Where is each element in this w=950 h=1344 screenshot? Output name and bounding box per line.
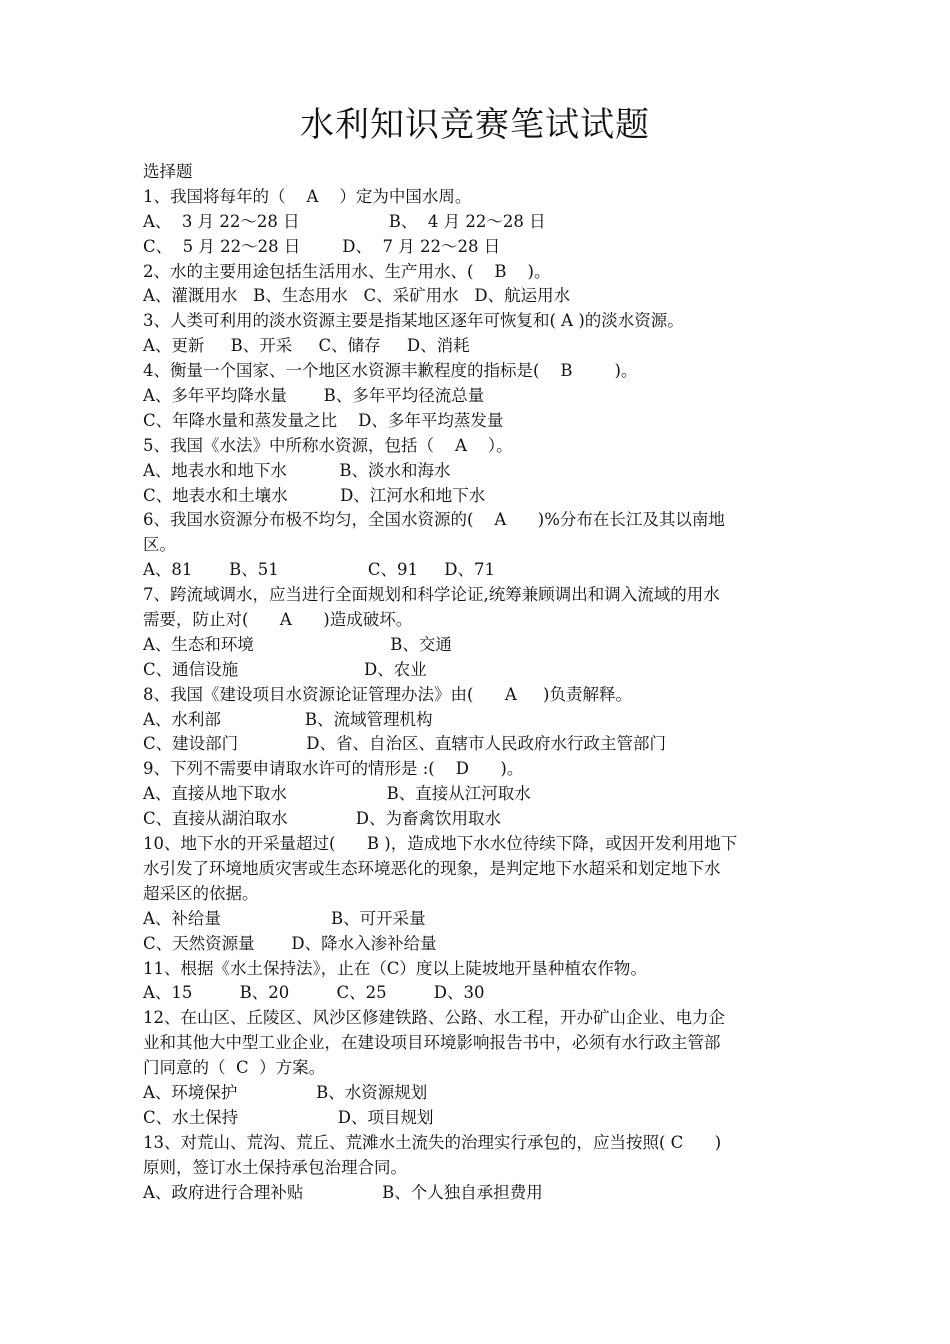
text-line: C、 5 月 22～28 日 D、 7 月 22～28 日 [143, 236, 501, 256]
text-line: C、水土保持 D、项目规划 [143, 1107, 434, 1127]
text-line: 3、人类可利用的淡水资源主要是指某地区逐年可恢复和( A )的淡水资源。 [143, 311, 684, 331]
text-line: C、天然资源量 D、降水入渗补给量 [143, 933, 437, 953]
text-line: 11、根据《水土保持法》，止在（C）度以上陡坡地开垦种植农作物。 [143, 958, 647, 978]
text-line: 4、衡量一个国家、一个地区水资源丰歉程度的指标是( B )。 [143, 361, 638, 381]
text-line: A、灌溉用水 B、生态用水 C、采矿用水 D、航运用水 [143, 286, 571, 306]
text-line: 13、对荒山、荒沟、荒丘、荒滩水土流失的治理实行承包的，应当按照( C ) [143, 1132, 722, 1152]
text-line: A、81 B、51 C、91 D、71 [143, 560, 495, 580]
text-line: A、 3 月 22～28 日 B、 4 月 22～28 日 [143, 211, 546, 231]
text-line: 9、下列不需要申请取水许可的情形是 :( D )。 [143, 759, 524, 779]
text-line: A、更新 B、开采 C、储存 D、消耗 [143, 336, 470, 356]
text-line: A、环境保护 B、水资源规划 [143, 1082, 428, 1102]
text-line: 超采区的依据。 [143, 883, 259, 903]
text-line: A、生态和环境 B、交通 [143, 634, 452, 654]
text-line: 10、地下水的开采量超过( B )，造成地下水水位待续下降，或因开发利用地下 [143, 834, 738, 854]
text-line: A、地表水和地下水 B、淡水和海水 [143, 460, 451, 480]
text-line: 5、我国《水法》中所称水资源，包括（ A ）。 [143, 435, 513, 455]
text-line: 12、在山区、丘陵区、风沙区修建铁路、公路、水工程，开办矿山企业、电力企 [143, 1008, 725, 1028]
text-line: C、通信设施 D、农业 [143, 659, 427, 679]
text-line: 原则，签订水土保持承包治理合同。 [143, 1157, 407, 1177]
text-line: 业和其他大中型工业企业，在建设项目环境影响报告书中，必须有水行政主管部 [143, 1033, 721, 1053]
text-line: 1、我国将每年的（ A ）定为中国水周。 [143, 186, 472, 206]
text-line: 门同意的（ C ）方案。 [143, 1058, 326, 1078]
text-line: 8、我国《建设项目水资源论证管理办法》由( A )负责解释。 [143, 684, 632, 704]
text-line: 区。 [143, 535, 176, 555]
text-line: A、直接从地下取水 B、直接从江河取水 [143, 784, 531, 804]
text-line: A、15 B、20 C、25 D、30 [143, 983, 485, 1003]
text-line: A、政府进行合理补贴 B、个人独自承担费用 [143, 1182, 543, 1202]
text-line: C、年降水量和蒸发量之比 D、多年平均蒸发量 [143, 410, 504, 430]
text-line: 2、水的主要用途包括生活用水、生产用水、( B )。 [143, 261, 551, 281]
text-line: A、水利部 B、流域管理机构 [143, 709, 433, 729]
text-line: C、地表水和土壤水 D、江河水和地下水 [143, 485, 486, 505]
document-title: 水利知识竞赛笔试试题 [300, 105, 650, 145]
text-line: A、补给量 B、可开采量 [143, 908, 426, 928]
text-line: C、建设部门 D、省、自治区、直辖市人民政府水行政主管部门 [143, 734, 667, 754]
text-line: 需要，防止对( A )造成破坏。 [143, 610, 413, 630]
text-line: 7、跨流域调水，应当进行全面规划和科学论证,统筹兼顾调出和调入流域的用水 [143, 585, 720, 605]
text-line: A、多年平均降水量 B、多年平均径流总量 [143, 386, 485, 406]
text-line: 选择题 [143, 162, 193, 181]
text-line: 水引发了环境地质灾害或生态环境恶化的现象，是判定地下水超采和划定地下水 [143, 858, 721, 878]
document-body [143, 160, 811, 1205]
text-line: 6、我国水资源分布极不均匀，全国水资源的( A )%分布在长江及其以南地 [143, 510, 725, 530]
text-line: C、直接从湖泊取水 D、为畜禽饮用取水 [143, 809, 502, 829]
